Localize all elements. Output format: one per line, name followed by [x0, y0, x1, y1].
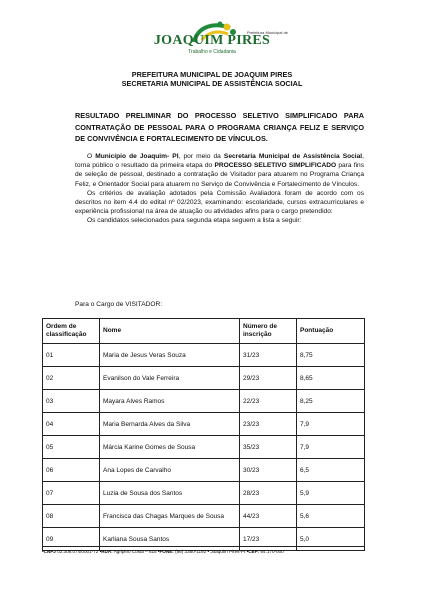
cell-numero: 22/23: [240, 390, 297, 413]
cell-ordem: 02: [43, 367, 100, 390]
cell-ordem: 01: [43, 344, 100, 367]
footer-divider: [42, 546, 364, 547]
p1-text-a: O: [87, 153, 96, 160]
footer-rua-label: RUA:: [101, 549, 113, 554]
p1-text-e: , torna público o resultado da primeira etapa do: [75, 153, 364, 170]
cell-nome: Mayara Alves Ramos: [100, 390, 240, 413]
cell-nome: Maria de Jesus Veras Souza: [100, 344, 240, 367]
cell-nome: Márcia Karine Gomes de Sousa: [100, 436, 240, 459]
cell-pontuacao: 5,6: [297, 505, 365, 528]
table-row: [43, 482, 365, 505]
footer-cep-label: CEP:: [248, 549, 260, 554]
header-numero: Número de inscrição: [240, 319, 297, 344]
footer-fone: (86) 3360-1192: [175, 549, 207, 554]
logo-small-text: Prefeitura Municipal de: [247, 30, 288, 35]
cell-pontuacao: 7,9: [297, 436, 365, 459]
footer-fone-label: FONE:: [159, 549, 174, 554]
cell-ordem: 05: [43, 436, 100, 459]
table-row: [43, 390, 365, 413]
document-subject: RESULTADO PRELIMINAR DO PROCESSO SELETIVO SIMPLIFICADO PARA CONTRATAÇÃO DE PESSOAL PARA O PROGRAMA CRIANÇA FELIZ E SERVIÇO DE CONVIVÊNCIA E FORTALECIMENTO DE VÍNCULOS.: [75, 111, 364, 143]
cell-ordem: 07: [43, 482, 100, 505]
table-row: [43, 459, 365, 482]
cell-pontuacao: 8,65: [297, 367, 365, 390]
document-body: [75, 152, 364, 226]
footer-bullet-4: •: [207, 549, 210, 554]
header-ordem: Ordem de classificação: [43, 319, 100, 344]
footer-cnpj-label: CNPJ: [43, 549, 56, 554]
footer-cidade: Joaquim Pires-PI: [210, 549, 246, 554]
cell-pontuacao: 8,75: [297, 344, 365, 367]
cell-ordem: 03: [43, 390, 100, 413]
cell-nome: Evanilson do Vale Ferreira: [100, 367, 240, 390]
footer-rua: Agripino Costa – 615: [113, 549, 157, 554]
footer-bullet-1: •: [42, 549, 44, 554]
cell-numero: 30/23: [240, 459, 297, 482]
header-line-2: SECRETARIA MUNICIPAL DE ASSISTÊNCIA SOCIAL: [121, 79, 303, 88]
table-header-row: [43, 319, 365, 344]
cell-ordem: 08: [43, 505, 100, 528]
table-row: [43, 367, 365, 390]
cell-numero: 28/23: [240, 482, 297, 505]
header-line-1: PREFEITURA MUNICIPAL DE JOAQUIM PIRES: [131, 70, 293, 79]
cell-ordem: 04: [43, 413, 100, 436]
cell-ordem: 09: [43, 528, 100, 551]
cell-numero: 35/23: [240, 436, 297, 459]
cell-pontuacao: 5,0: [297, 528, 365, 551]
cell-pontuacao: 8,25: [297, 390, 365, 413]
p1-text-c: , por meio da: [178, 153, 224, 160]
cell-numero: 29/23: [240, 367, 297, 390]
table-body: [43, 344, 365, 551]
document-header: [0, 70, 424, 88]
paragraph-2: Os critérios de avaliação adotados pela Comissão Avaliadora foram de acordo com os descritos no item 4.4 do edital nº 02/2023, examinando: escolaridade, cursos extracurriculares e experiência profissional na área de atuação ou atividades afins para o cargo pretendido:: [75, 189, 364, 216]
cell-numero: 23/23: [240, 413, 297, 436]
footer-bullet-5: •: [246, 549, 249, 554]
footer-bullet-2: •: [99, 549, 102, 554]
cell-pontuacao: 7,9: [297, 413, 365, 436]
table-row: [43, 528, 365, 551]
header-pontuacao: Pontuação: [297, 319, 365, 344]
cell-pontuacao: 6,5: [297, 459, 365, 482]
table-row: [43, 413, 365, 436]
table-row: [43, 436, 365, 459]
p1-secretaria: Secretaria Municipal de Assistência Social: [223, 153, 363, 160]
cell-numero: 31/23: [240, 344, 297, 367]
logo-tagline: Trabalho e Cidadania: [188, 49, 236, 55]
results-table: [42, 318, 365, 551]
cell-nome: Ana Lopes de Carvalho: [100, 459, 240, 482]
header-nome: Nome: [100, 319, 240, 344]
paragraph-1: [75, 152, 364, 189]
cargo-label: Para o Cargo de VISITADOR:: [75, 301, 163, 308]
cell-nome: Maria Bernarda Alves da Silva: [100, 413, 240, 436]
footer-bullet-3: •: [157, 549, 160, 554]
cell-numero: 44/23: [240, 505, 297, 528]
footer-cnpj: 02.308.074/0001-72: [57, 549, 99, 554]
logo-title: JOAQUIM PIRES: [153, 33, 271, 48]
cell-nome: Francisca das Chagas Marques de Sousa: [100, 505, 240, 528]
footer-cep: 64.170-000: [260, 549, 284, 554]
cell-pontuacao: 5,9: [297, 482, 365, 505]
table-row: [43, 344, 365, 367]
p1-text-g: para fins de seleção de pessoal, destinado a contratação de Visitador para atuarem no Programa Criança Feliz, e Orientador Social para atuarem no Serviço de Convivência e Fortalecimento de Vínculos.: [75, 162, 364, 188]
cell-nome: Karliana Sousa Santos: [100, 528, 240, 551]
p1-municipio: Município de Joaquim- PI: [95, 153, 179, 160]
footer: [42, 549, 372, 555]
p1-processo: PROCESSO SELETIVO SIMPLIFICADO: [214, 162, 337, 170]
cell-ordem: 06: [43, 459, 100, 482]
cell-nome: Luzia de Sousa dos Santos: [100, 482, 240, 505]
table-row: [43, 505, 365, 528]
paragraph-3: Os candidatos selecionados para segunda etapa seguem a lista a seguir:: [87, 217, 302, 225]
cell-numero: 17/23: [240, 528, 297, 551]
